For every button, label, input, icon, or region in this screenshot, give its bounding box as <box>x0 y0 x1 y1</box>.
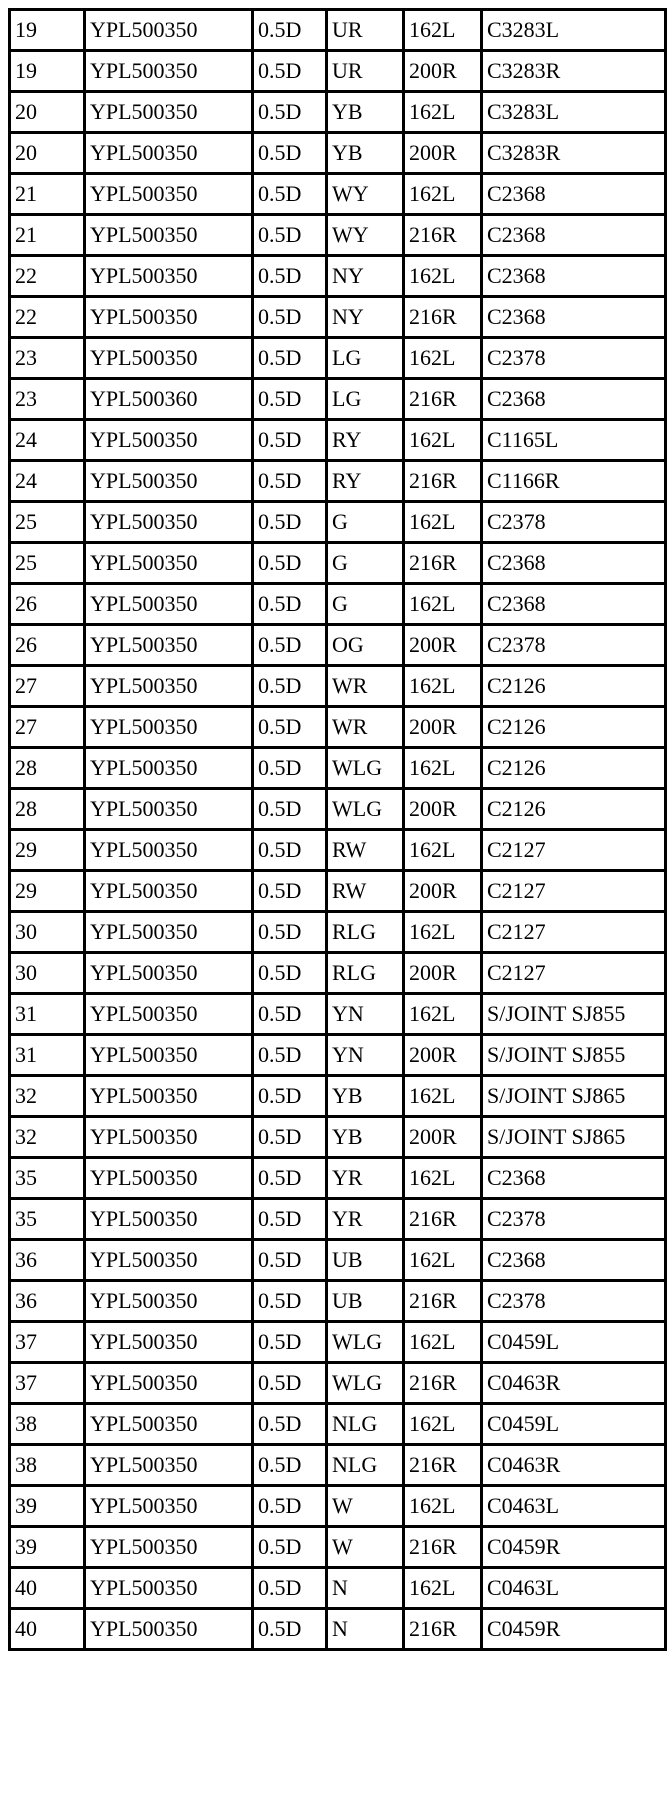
size-cell: 0.5D <box>253 502 327 543</box>
color-code-cell: WR <box>327 707 404 748</box>
wire-number-cell: 26 <box>10 584 85 625</box>
table-row <box>10 1322 666 1363</box>
connector-cell: C2368 <box>482 174 666 215</box>
size-cell: 0.5D <box>253 912 327 953</box>
part-number-cell: YPL500350 <box>85 625 253 666</box>
table-row <box>10 1281 666 1322</box>
length-cell: 216R <box>404 1199 482 1240</box>
size-cell: 0.5D <box>253 1445 327 1486</box>
wire-number-cell: 20 <box>10 92 85 133</box>
part-number-cell: YPL500350 <box>85 92 253 133</box>
connector-cell: C2378 <box>482 1199 666 1240</box>
part-number-cell: YPL500350 <box>85 10 253 51</box>
color-code-cell: RLG <box>327 953 404 994</box>
size-cell: 0.5D <box>253 379 327 420</box>
connector-cell: S/JOINT SJ865 <box>482 1076 666 1117</box>
size-cell: 0.5D <box>253 256 327 297</box>
part-number-cell: YPL500350 <box>85 1609 253 1650</box>
part-number-cell: YPL500350 <box>85 502 253 543</box>
connector-cell: C0459L <box>482 1322 666 1363</box>
size-cell: 0.5D <box>253 92 327 133</box>
table-row <box>10 461 666 502</box>
length-cell: 162L <box>404 256 482 297</box>
length-cell: 162L <box>404 174 482 215</box>
length-cell: 162L <box>404 1322 482 1363</box>
connector-cell: S/JOINT SJ855 <box>482 994 666 1035</box>
size-cell: 0.5D <box>253 1609 327 1650</box>
connector-cell: C2126 <box>482 789 666 830</box>
size-cell: 0.5D <box>253 1322 327 1363</box>
part-number-cell: YPL500350 <box>85 1035 253 1076</box>
color-code-cell: RW <box>327 830 404 871</box>
table-row <box>10 174 666 215</box>
part-number-cell: YPL500350 <box>85 297 253 338</box>
part-number-cell: YPL500350 <box>85 1527 253 1568</box>
table-row <box>10 1363 666 1404</box>
part-number-cell: YPL500350 <box>85 1199 253 1240</box>
length-cell: 162L <box>404 994 482 1035</box>
length-cell: 216R <box>404 1527 482 1568</box>
table-row <box>10 1158 666 1199</box>
connector-cell: C2378 <box>482 338 666 379</box>
size-cell: 0.5D <box>253 994 327 1035</box>
size-cell: 0.5D <box>253 1363 327 1404</box>
part-number-cell: YPL500350 <box>85 1486 253 1527</box>
wire-number-cell: 19 <box>10 51 85 92</box>
color-code-cell: YB <box>327 1117 404 1158</box>
color-code-cell: NLG <box>327 1445 404 1486</box>
size-cell: 0.5D <box>253 1281 327 1322</box>
wire-number-cell: 30 <box>10 912 85 953</box>
table-row <box>10 1117 666 1158</box>
color-code-cell: WR <box>327 666 404 707</box>
wire-number-cell: 23 <box>10 379 85 420</box>
size-cell: 0.5D <box>253 1035 327 1076</box>
color-code-cell: WLG <box>327 748 404 789</box>
wire-number-cell: 25 <box>10 543 85 584</box>
table-row <box>10 707 666 748</box>
table-row <box>10 625 666 666</box>
wire-number-cell: 35 <box>10 1158 85 1199</box>
table-row <box>10 1568 666 1609</box>
connector-cell: S/JOINT SJ855 <box>482 1035 666 1076</box>
color-code-cell: UR <box>327 51 404 92</box>
connector-cell: C3283R <box>482 51 666 92</box>
wiring-table <box>8 8 667 1651</box>
length-cell: 162L <box>404 1486 482 1527</box>
wire-number-cell: 40 <box>10 1609 85 1650</box>
table-row <box>10 379 666 420</box>
size-cell: 0.5D <box>253 51 327 92</box>
color-code-cell: YN <box>327 994 404 1035</box>
part-number-cell: YPL500350 <box>85 871 253 912</box>
size-cell: 0.5D <box>253 461 327 502</box>
wire-number-cell: 32 <box>10 1117 85 1158</box>
table-row <box>10 1076 666 1117</box>
part-number-cell: YPL500350 <box>85 420 253 461</box>
length-cell: 200R <box>404 1117 482 1158</box>
connector-cell: S/JOINT SJ865 <box>482 1117 666 1158</box>
wire-number-cell: 39 <box>10 1486 85 1527</box>
wire-number-cell: 28 <box>10 789 85 830</box>
part-number-cell: YPL500350 <box>85 543 253 584</box>
connector-cell: C2368 <box>482 1240 666 1281</box>
connector-cell: C0463R <box>482 1445 666 1486</box>
table-row <box>10 1199 666 1240</box>
connector-cell: C3283L <box>482 92 666 133</box>
wire-number-cell: 35 <box>10 1199 85 1240</box>
wire-number-cell: 40 <box>10 1568 85 1609</box>
size-cell: 0.5D <box>253 1404 327 1445</box>
size-cell: 0.5D <box>253 1568 327 1609</box>
color-code-cell: NY <box>327 256 404 297</box>
table-row <box>10 297 666 338</box>
table-row <box>10 420 666 461</box>
color-code-cell: W <box>327 1527 404 1568</box>
connector-cell: C0463R <box>482 1363 666 1404</box>
table-row <box>10 51 666 92</box>
part-number-cell: YPL500350 <box>85 1117 253 1158</box>
length-cell: 216R <box>404 297 482 338</box>
size-cell: 0.5D <box>253 1486 327 1527</box>
length-cell: 200R <box>404 871 482 912</box>
color-code-cell: RY <box>327 420 404 461</box>
wire-number-cell: 20 <box>10 133 85 174</box>
size-cell: 0.5D <box>253 666 327 707</box>
wire-number-cell: 29 <box>10 830 85 871</box>
wire-number-cell: 22 <box>10 256 85 297</box>
color-code-cell: N <box>327 1609 404 1650</box>
length-cell: 200R <box>404 953 482 994</box>
color-code-cell: RY <box>327 461 404 502</box>
size-cell: 0.5D <box>253 1527 327 1568</box>
size-cell: 0.5D <box>253 10 327 51</box>
connector-cell: C0463L <box>482 1568 666 1609</box>
part-number-cell: YPL500350 <box>85 912 253 953</box>
size-cell: 0.5D <box>253 871 327 912</box>
part-number-cell: YPL500350 <box>85 1322 253 1363</box>
table-row <box>10 338 666 379</box>
length-cell: 162L <box>404 830 482 871</box>
part-number-cell: YPL500350 <box>85 1568 253 1609</box>
connector-cell: C3283L <box>482 10 666 51</box>
color-code-cell: YR <box>327 1199 404 1240</box>
table-row <box>10 953 666 994</box>
length-cell: 216R <box>404 1609 482 1650</box>
wire-number-cell: 29 <box>10 871 85 912</box>
size-cell: 0.5D <box>253 584 327 625</box>
table-row <box>10 133 666 174</box>
part-number-cell: YPL500350 <box>85 584 253 625</box>
wire-number-cell: 19 <box>10 10 85 51</box>
size-cell: 0.5D <box>253 297 327 338</box>
connector-cell: C2127 <box>482 953 666 994</box>
wire-number-cell: 21 <box>10 215 85 256</box>
size-cell: 0.5D <box>253 215 327 256</box>
table-row <box>10 1240 666 1281</box>
table-row <box>10 1609 666 1650</box>
wiring-table-body <box>10 10 666 1650</box>
part-number-cell: YPL500350 <box>85 1445 253 1486</box>
part-number-cell: YPL500350 <box>85 1076 253 1117</box>
length-cell: 162L <box>404 1404 482 1445</box>
size-cell: 0.5D <box>253 420 327 461</box>
table-row <box>10 1527 666 1568</box>
length-cell: 200R <box>404 51 482 92</box>
color-code-cell: NLG <box>327 1404 404 1445</box>
connector-cell: C0459R <box>482 1609 666 1650</box>
length-cell: 216R <box>404 1363 482 1404</box>
connector-cell: C3283R <box>482 133 666 174</box>
table-row <box>10 912 666 953</box>
wire-number-cell: 22 <box>10 297 85 338</box>
color-code-cell: UB <box>327 1281 404 1322</box>
wire-number-cell: 24 <box>10 461 85 502</box>
part-number-cell: YPL500350 <box>85 215 253 256</box>
wire-number-cell: 27 <box>10 666 85 707</box>
color-code-cell: WLG <box>327 1363 404 1404</box>
color-code-cell: G <box>327 543 404 584</box>
length-cell: 162L <box>404 1158 482 1199</box>
length-cell: 216R <box>404 1281 482 1322</box>
part-number-cell: YPL500350 <box>85 994 253 1035</box>
length-cell: 216R <box>404 215 482 256</box>
size-cell: 0.5D <box>253 1076 327 1117</box>
connector-cell: C2368 <box>482 543 666 584</box>
color-code-cell: RW <box>327 871 404 912</box>
wire-number-cell: 31 <box>10 994 85 1035</box>
table-row <box>10 215 666 256</box>
connector-cell: C2368 <box>482 584 666 625</box>
connector-cell: C2126 <box>482 748 666 789</box>
table-row <box>10 502 666 543</box>
color-code-cell: YB <box>327 133 404 174</box>
table-row <box>10 1035 666 1076</box>
table-row <box>10 1445 666 1486</box>
length-cell: 216R <box>404 543 482 584</box>
length-cell: 162L <box>404 1076 482 1117</box>
length-cell: 200R <box>404 707 482 748</box>
length-cell: 200R <box>404 789 482 830</box>
table-row <box>10 584 666 625</box>
color-code-cell: G <box>327 502 404 543</box>
connector-cell: C2368 <box>482 297 666 338</box>
connector-cell: C1165L <box>482 420 666 461</box>
part-number-cell: YPL500350 <box>85 256 253 297</box>
table-row <box>10 10 666 51</box>
part-number-cell: YPL500350 <box>85 174 253 215</box>
connector-cell: C2127 <box>482 912 666 953</box>
connector-cell: C2378 <box>482 1281 666 1322</box>
connector-cell: C0459R <box>482 1527 666 1568</box>
color-code-cell: WY <box>327 174 404 215</box>
part-number-cell: YPL500350 <box>85 461 253 502</box>
connector-cell: C2368 <box>482 256 666 297</box>
length-cell: 200R <box>404 133 482 174</box>
table-row <box>10 543 666 584</box>
table-row <box>10 1486 666 1527</box>
wire-number-cell: 27 <box>10 707 85 748</box>
size-cell: 0.5D <box>253 789 327 830</box>
part-number-cell: YPL500350 <box>85 953 253 994</box>
size-cell: 0.5D <box>253 174 327 215</box>
part-number-cell: YPL500350 <box>85 830 253 871</box>
size-cell: 0.5D <box>253 953 327 994</box>
part-number-cell: YPL500350 <box>85 1404 253 1445</box>
part-number-cell: YPL500350 <box>85 51 253 92</box>
length-cell: 162L <box>404 1568 482 1609</box>
length-cell: 162L <box>404 10 482 51</box>
wire-number-cell: 23 <box>10 338 85 379</box>
length-cell: 216R <box>404 379 482 420</box>
wire-number-cell: 31 <box>10 1035 85 1076</box>
table-row <box>10 789 666 830</box>
part-number-cell: YPL500350 <box>85 789 253 830</box>
connector-cell: C1166R <box>482 461 666 502</box>
part-number-cell: YPL500350 <box>85 338 253 379</box>
wire-number-cell: 37 <box>10 1322 85 1363</box>
part-number-cell: YPL500350 <box>85 707 253 748</box>
size-cell: 0.5D <box>253 1117 327 1158</box>
wire-number-cell: 36 <box>10 1281 85 1322</box>
length-cell: 162L <box>404 338 482 379</box>
wire-number-cell: 32 <box>10 1076 85 1117</box>
wire-number-cell: 39 <box>10 1527 85 1568</box>
connector-cell: C2368 <box>482 379 666 420</box>
wire-number-cell: 28 <box>10 748 85 789</box>
connector-cell: C0463L <box>482 1486 666 1527</box>
wire-number-cell: 21 <box>10 174 85 215</box>
length-cell: 216R <box>404 1445 482 1486</box>
table-row <box>10 92 666 133</box>
color-code-cell: NY <box>327 297 404 338</box>
color-code-cell: N <box>327 1568 404 1609</box>
connector-cell: C2368 <box>482 215 666 256</box>
part-number-cell: YPL500350 <box>85 133 253 174</box>
connector-cell: C2368 <box>482 1158 666 1199</box>
wire-number-cell: 38 <box>10 1404 85 1445</box>
length-cell: 216R <box>404 461 482 502</box>
part-number-cell: YPL500350 <box>85 1363 253 1404</box>
color-code-cell: W <box>327 1486 404 1527</box>
size-cell: 0.5D <box>253 543 327 584</box>
color-code-cell: YB <box>327 92 404 133</box>
length-cell: 162L <box>404 912 482 953</box>
length-cell: 162L <box>404 420 482 461</box>
size-cell: 0.5D <box>253 1199 327 1240</box>
part-number-cell: YPL500350 <box>85 1158 253 1199</box>
color-code-cell: WLG <box>327 1322 404 1363</box>
size-cell: 0.5D <box>253 830 327 871</box>
table-row <box>10 994 666 1035</box>
table-row <box>10 830 666 871</box>
wire-number-cell: 37 <box>10 1363 85 1404</box>
connector-cell: C2127 <box>482 830 666 871</box>
size-cell: 0.5D <box>253 133 327 174</box>
connector-cell: C2378 <box>482 502 666 543</box>
length-cell: 162L <box>404 1240 482 1281</box>
part-number-cell: YPL500360 <box>85 379 253 420</box>
connector-cell: C0459L <box>482 1404 666 1445</box>
size-cell: 0.5D <box>253 625 327 666</box>
color-code-cell: LG <box>327 379 404 420</box>
color-code-cell: UB <box>327 1240 404 1281</box>
table-row <box>10 666 666 707</box>
part-number-cell: YPL500350 <box>85 748 253 789</box>
table-row <box>10 748 666 789</box>
connector-cell: C2378 <box>482 625 666 666</box>
length-cell: 200R <box>404 1035 482 1076</box>
connector-cell: C2127 <box>482 871 666 912</box>
size-cell: 0.5D <box>253 748 327 789</box>
color-code-cell: LG <box>327 338 404 379</box>
table-row <box>10 1404 666 1445</box>
table-row <box>10 871 666 912</box>
length-cell: 162L <box>404 748 482 789</box>
color-code-cell: RLG <box>327 912 404 953</box>
wire-number-cell: 25 <box>10 502 85 543</box>
length-cell: 200R <box>404 625 482 666</box>
color-code-cell: OG <box>327 625 404 666</box>
size-cell: 0.5D <box>253 338 327 379</box>
part-number-cell: YPL500350 <box>85 1281 253 1322</box>
length-cell: 162L <box>404 502 482 543</box>
length-cell: 162L <box>404 92 482 133</box>
size-cell: 0.5D <box>253 707 327 748</box>
wire-number-cell: 26 <box>10 625 85 666</box>
wire-number-cell: 30 <box>10 953 85 994</box>
color-code-cell: YN <box>327 1035 404 1076</box>
color-code-cell: UR <box>327 10 404 51</box>
length-cell: 162L <box>404 584 482 625</box>
part-number-cell: YPL500350 <box>85 1240 253 1281</box>
color-code-cell: G <box>327 584 404 625</box>
table-row <box>10 256 666 297</box>
color-code-cell: YR <box>327 1158 404 1199</box>
size-cell: 0.5D <box>253 1240 327 1281</box>
wire-number-cell: 36 <box>10 1240 85 1281</box>
wire-number-cell: 24 <box>10 420 85 461</box>
color-code-cell: WLG <box>327 789 404 830</box>
color-code-cell: WY <box>327 215 404 256</box>
color-code-cell: YB <box>327 1076 404 1117</box>
connector-cell: C2126 <box>482 707 666 748</box>
wire-number-cell: 38 <box>10 1445 85 1486</box>
length-cell: 162L <box>404 666 482 707</box>
connector-cell: C2126 <box>482 666 666 707</box>
part-number-cell: YPL500350 <box>85 666 253 707</box>
size-cell: 0.5D <box>253 1158 327 1199</box>
